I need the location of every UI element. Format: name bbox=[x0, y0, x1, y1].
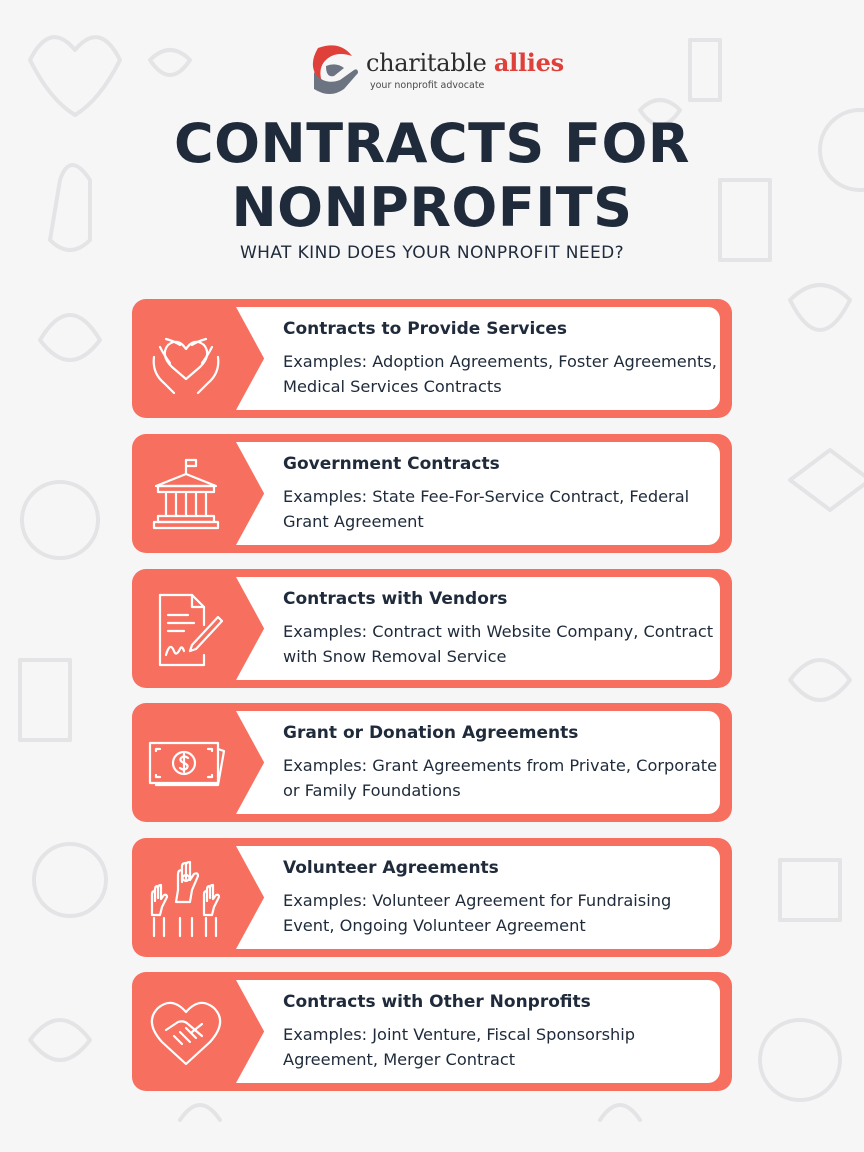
brand-name: charitable allies bbox=[366, 48, 564, 77]
card-title: Contracts to Provide Services bbox=[283, 319, 568, 339]
card-title: Contracts with Other Nonprofits bbox=[283, 992, 591, 1012]
contract-card-services bbox=[132, 299, 732, 418]
contract-card-volunteer bbox=[132, 838, 732, 957]
card-examples: Examples: Contract with Website Company, Contract with Snow Removal Service bbox=[283, 622, 714, 666]
government-building-icon bbox=[144, 452, 228, 536]
card-examples: Examples: State Fee-For-Service Contract, Federal Grant Agreement bbox=[283, 487, 690, 531]
card-title: Government Contracts bbox=[283, 454, 500, 474]
hands-logo-icon bbox=[308, 42, 360, 96]
contract-card-vendors bbox=[132, 569, 732, 688]
contract-card-government bbox=[132, 434, 732, 553]
card-title: Grant or Donation Agreements bbox=[283, 723, 579, 743]
signed-document-icon bbox=[144, 587, 228, 671]
contract-card-nonprofits bbox=[132, 972, 732, 1091]
brand-logo bbox=[308, 42, 568, 98]
brand-tagline: your nonprofit advocate bbox=[370, 80, 485, 91]
contract-card-grants bbox=[132, 703, 732, 822]
card-title: Volunteer Agreements bbox=[283, 858, 499, 878]
page-title-line-2: NONPROFITS bbox=[231, 176, 633, 239]
page-title-line-1: CONTRACTS FOR bbox=[174, 112, 690, 175]
page-subtitle: WHAT KIND DOES YOUR NONPROFIT NEED? bbox=[239, 243, 625, 263]
handshake-heart-icon bbox=[144, 990, 228, 1074]
card-examples: Examples: Volunteer Agreement for Fundraising Event, Ongoing Volunteer Agreement bbox=[283, 891, 672, 935]
money-bill-icon bbox=[144, 721, 228, 805]
card-examples: Examples: Adoption Agreements, Foster Agreements, Medical Services Contracts bbox=[283, 352, 717, 396]
card-title: Contracts with Vendors bbox=[283, 589, 508, 609]
hands-heart-icon bbox=[144, 317, 228, 401]
card-examples: Examples: Joint Venture, Fiscal Sponsorship Agreement, Merger Contract bbox=[283, 1025, 636, 1069]
raised-hands-icon bbox=[144, 856, 228, 940]
card-examples: Examples: Grant Agreements from Private, Corporate or Family Foundations bbox=[283, 756, 718, 800]
